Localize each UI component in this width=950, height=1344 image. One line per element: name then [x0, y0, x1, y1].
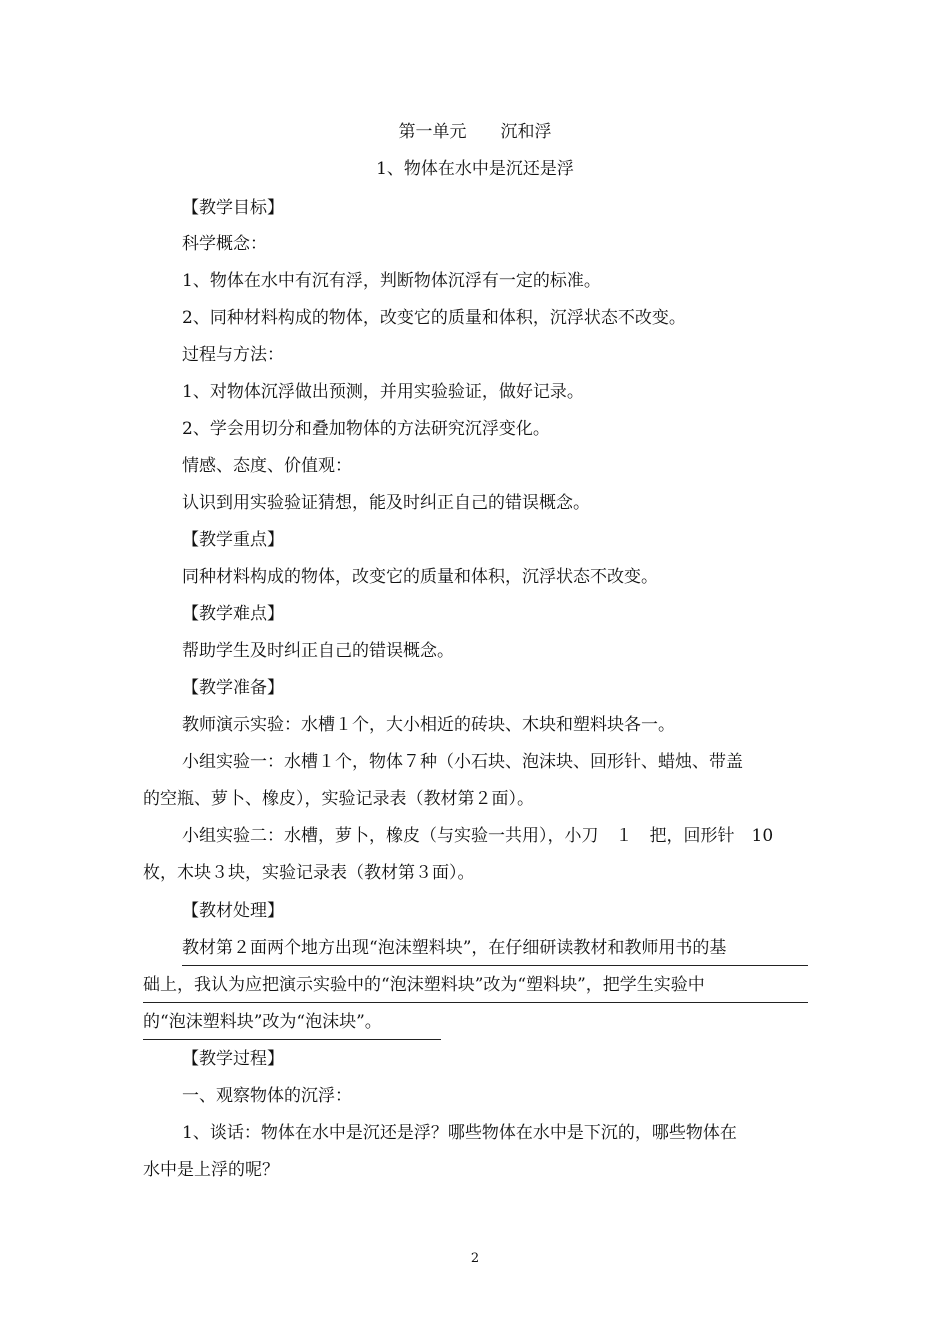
paragraph: 1、对物体沉浮做出预测，并用实验验证，做好记录。: [182, 382, 584, 402]
underline-rule: [182, 965, 808, 966]
paragraph: 1、谈话：物体在水中是沉还是浮？哪些物体在水中是下沉的，哪些物体在: [182, 1123, 737, 1143]
heading-preparation: 【教学准备】: [182, 678, 284, 698]
heading-teaching-goals: 【教学目标】: [182, 198, 284, 218]
subheading-science-concepts: 科学概念：: [182, 234, 267, 254]
paragraph: 同种材料构成的物体，改变它的质量和体积，沉浮状态不改变。: [182, 567, 658, 587]
paragraph: 认识到用实验验证猜想，能及时纠正自己的错误概念。: [182, 493, 590, 513]
paragraph: 2、学会用切分和叠加物体的方法研究沉浮变化。: [182, 419, 550, 439]
paragraph: 1、物体在水中有沉有浮，判断物体沉浮有一定的标准。: [182, 271, 601, 291]
paragraph: 小组实验二：水槽，萝卜，橡皮（与实验一共用），小刀 １ 把，回形针 10: [182, 826, 774, 846]
heading-material-handling: 【教材处理】: [182, 901, 284, 921]
subheading-process-methods: 过程与方法：: [182, 345, 284, 365]
heading-teaching-process: 【教学过程】: [182, 1049, 284, 1069]
page-number: 2: [470, 1251, 480, 1266]
subheading-attitudes: 情感、态度、价值观：: [182, 456, 352, 476]
paragraph-continuation: 的空瓶、萝卜、橡皮），实验记录表（教材第２面）。: [143, 789, 534, 809]
paragraph-continuation: 水中是上浮的呢？: [143, 1160, 279, 1180]
paragraph: 帮助学生及时纠正自己的错误概念。: [182, 641, 454, 661]
underlined-paragraph: 教材第２面两个地方出现“泡沫塑料块”，在仔细研读教材和教师用书的基: [182, 938, 727, 958]
lesson-title: 1、物体在水中是沉还是浮: [376, 159, 574, 179]
paragraph: 2、同种材料构成的物体，改变它的质量和体积，沉浮状态不改变。: [182, 308, 686, 328]
underline-rule: [143, 1002, 808, 1003]
underlined-paragraph-continuation: 的“泡沫塑料块”改为“泡沫块”。: [143, 1012, 382, 1032]
paragraph-continuation: 枚，木块３块，实验记录表（教材第３面）。: [143, 863, 475, 883]
heading-key-points: 【教学重点】: [182, 530, 284, 550]
underlined-paragraph-continuation: 础上，我认为应把演示实验中的“泡沫塑料块”改为“塑料块”，把学生实验中: [143, 975, 705, 995]
heading-difficult-points: 【教学难点】: [182, 604, 284, 624]
underline-rule: [143, 1039, 441, 1040]
unit-title: 第一单元 沉和浮: [398, 122, 552, 142]
paragraph: 小组实验一：水槽１个，物体７种（小石块、泡沫块、回形针、蜡烛、带盖: [182, 752, 743, 772]
subheading-observe: 一、观察物体的沉浮：: [182, 1086, 352, 1106]
paragraph: 教师演示实验：水槽１个，大小相近的砖块、木块和塑料块各一。: [182, 715, 675, 735]
